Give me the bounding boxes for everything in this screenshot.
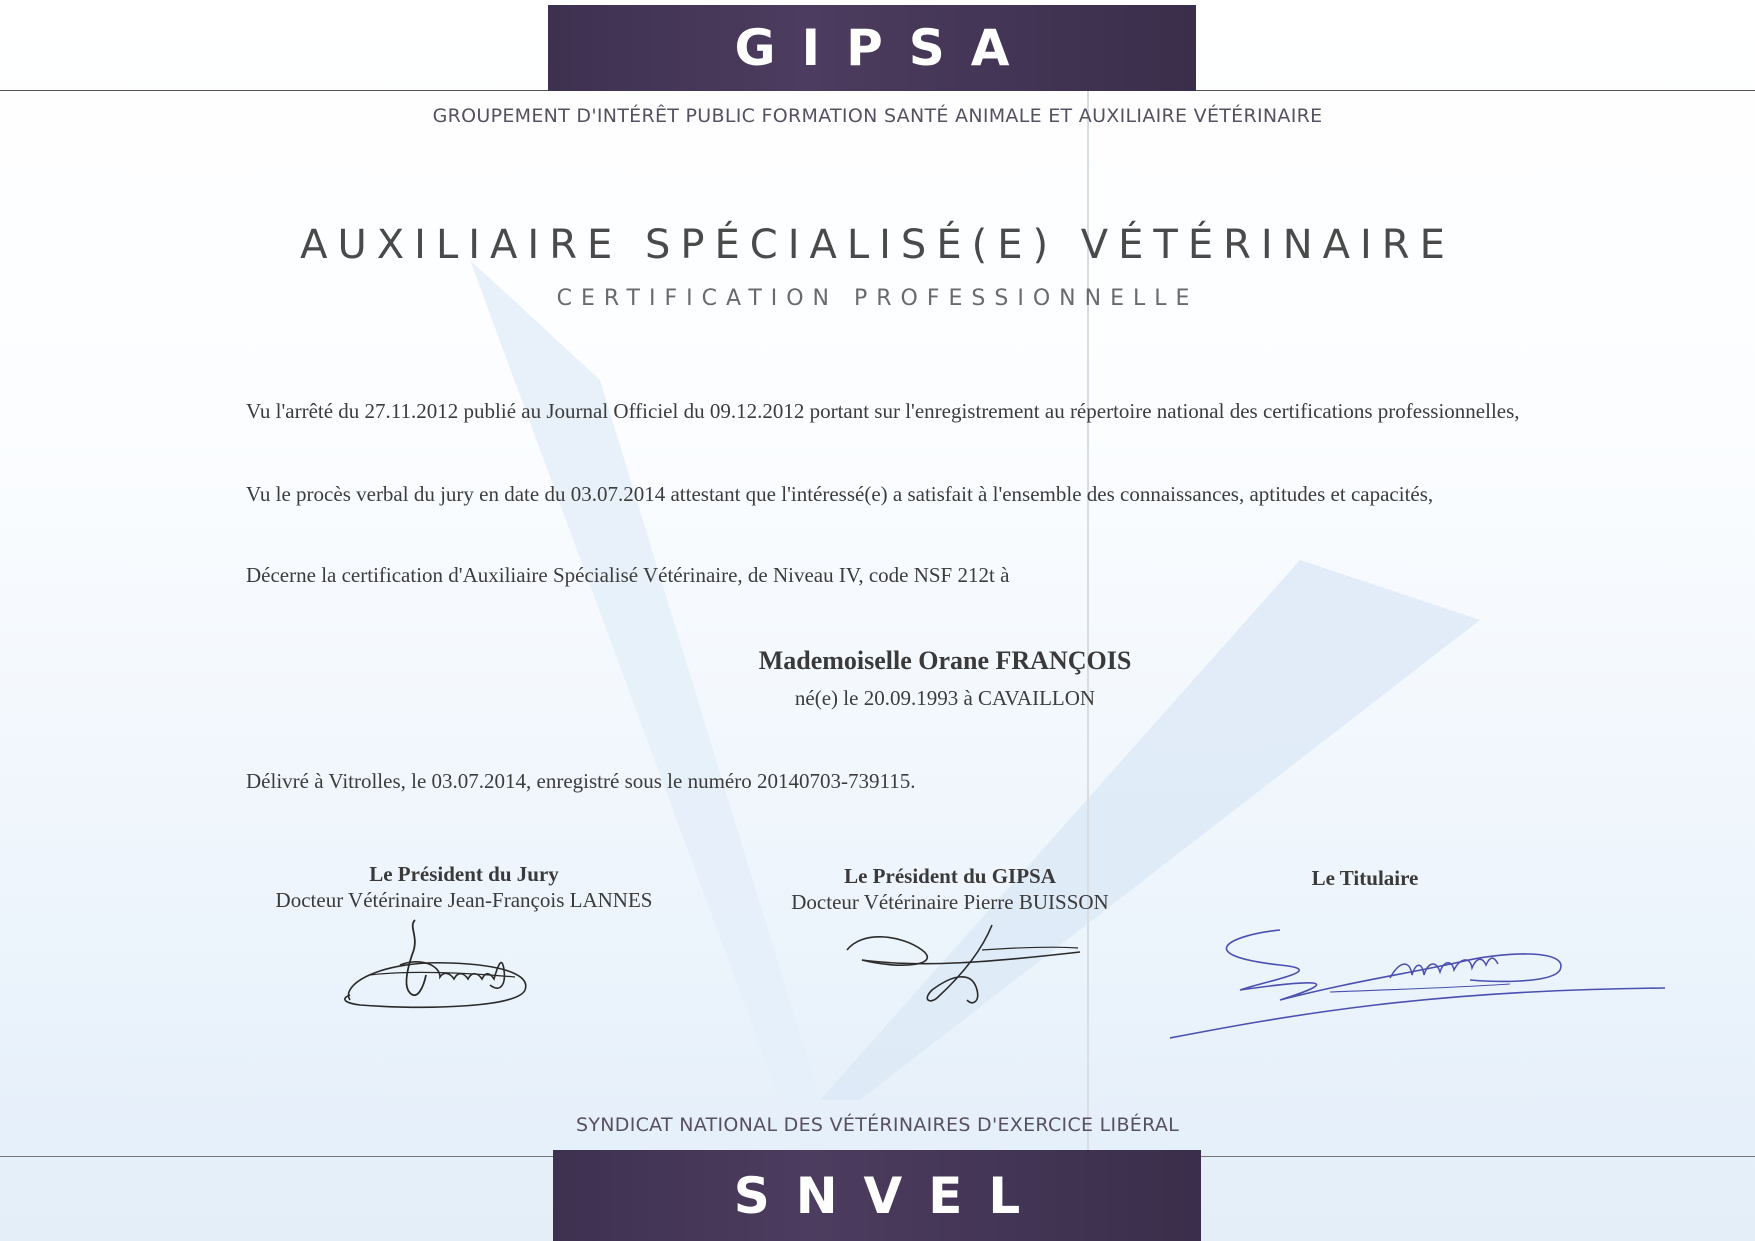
header-rule-right (1196, 90, 1755, 91)
signature-name: Docteur Vétérinaire Jean-François LANNES (275, 888, 653, 912)
header-rule-left (0, 90, 548, 91)
header-organization: GROUPEMENT D'INTÉRÊT PUBLIC FORMATION SANTÉ ANIMALE ET AUXILIAIRE VÉTÉRINAIRE (432, 105, 1323, 127)
signature-title: Le Président du GIPSA (844, 864, 1056, 888)
signature-block-gipsa (766, 864, 1134, 915)
recipient-name: Mademoiselle Orane FRANÇOIS (758, 646, 1132, 675)
delivery-statement: Délivré à Vitrolles, le 03.07.2014, enregistré sous le numéro 20140703-739115. (246, 769, 916, 793)
gipsa-logo-text: GIPSA (734, 19, 1036, 77)
certificate-subtitle: CERTIFICATION PROFESSIONNELLE (556, 286, 1199, 311)
snvel-banner (553, 1150, 1201, 1241)
signature-block-holder (1260, 866, 1470, 891)
signature-title: Le Titulaire (1311, 866, 1419, 890)
recipient-birth: né(e) le 20.09.1993 à CAVAILLON (794, 686, 1096, 710)
paragraph-decree: Vu l'arrêté du 27.11.2012 publié au Journal Officiel du 09.12.2012 portant sur l'enregistrement au répertoire national des certifications professionnelles, (246, 399, 1520, 423)
signature-holder (1170, 920, 1670, 1040)
paragraph-jury: Vu le procès verbal du jury en date du 03.07.2014 attestant que l'intéressé(e) a satisfait à l'ensemble des connaissances, aptitudes et capacités, (246, 482, 1434, 506)
certificate-title: AUXILIAIRE SPÉCIALISÉ(E) VÉTÉRINAIRE (300, 222, 1455, 268)
signature-jury-president (340, 915, 540, 1015)
signature-block-jury (244, 862, 684, 913)
signature-gipsa-president (842, 920, 1082, 1010)
signature-title: Le Président du Jury (369, 862, 559, 886)
gipsa-banner (548, 5, 1196, 91)
recipient-block (560, 646, 1330, 711)
footer-organization: SYNDICAT NATIONAL DES VÉTÉRINAIRES D'EXERCICE LIBÉRAL (575, 1114, 1180, 1136)
paragraph-award: Décerne la certification d'Auxiliaire Spécialisé Vétérinaire, de Niveau IV, code NSF 212t à (246, 563, 1010, 587)
snvel-logo-text: SNVEL (733, 1166, 1047, 1225)
signature-name: Docteur Vétérinaire Pierre BUISSON (791, 890, 1109, 914)
